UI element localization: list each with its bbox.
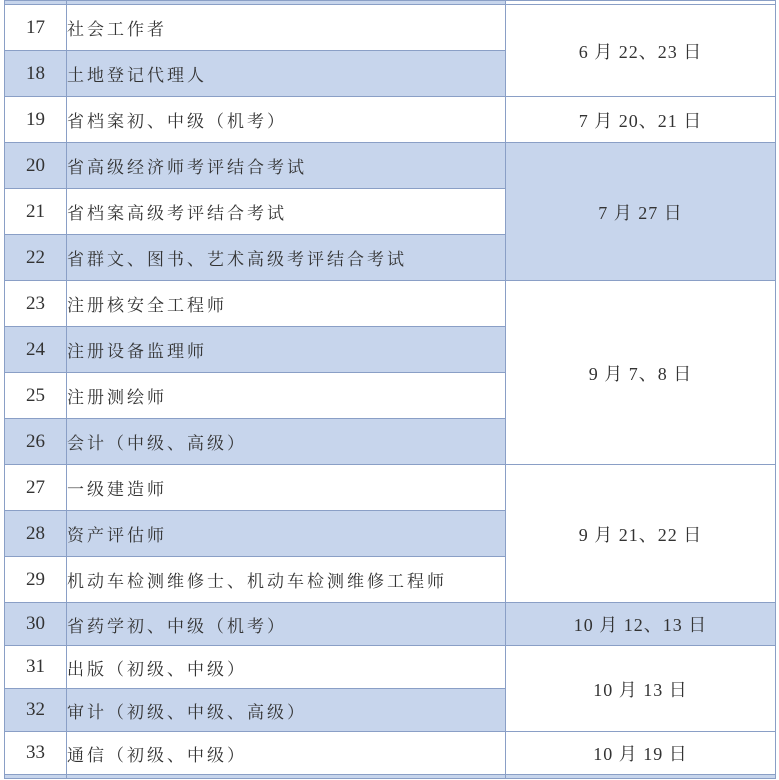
row-number-cell: 22: [5, 235, 67, 281]
exam-name-cell: 注册设备监理师: [67, 327, 506, 373]
exam-name-cell: 省档案高级考评结合考试: [67, 189, 506, 235]
exam-name-cell: 土地登记代理人: [67, 51, 506, 97]
exam-date-cell: 7 月 27 日: [506, 143, 776, 281]
exam-name-cell: 省档案初、中级（机考）: [67, 97, 506, 143]
row-number-cell: 33: [5, 732, 67, 775]
exam-name-cell: 注册核安全工程师: [67, 281, 506, 327]
exam-name-cell: 注册测绘师: [67, 373, 506, 419]
exam-date-cell: 7 月 20、21 日: [506, 97, 776, 143]
table-row: [5, 97, 776, 143]
exam-date-cell: 9 月 7、8 日: [506, 281, 776, 465]
row-number-cell: 20: [5, 143, 67, 189]
row-number-cell: 17: [5, 5, 67, 51]
exam-name-cell: 省药学初、中级（机考）: [67, 603, 506, 646]
exam-name-cell: 社会工作者: [67, 5, 506, 51]
table-edge-cell: [67, 775, 506, 779]
table-row: [5, 281, 776, 327]
table-edge-cell: [506, 775, 776, 779]
row-number-cell: 19: [5, 97, 67, 143]
row-number-cell: 30: [5, 603, 67, 646]
exam-date-cell: 10 月 12、13 日: [506, 603, 776, 646]
exam-name-cell: 出版（初级、中级）: [67, 646, 506, 689]
exam-schedule-table: [4, 0, 776, 779]
table-edge-bottom: [5, 775, 776, 779]
exam-date-cell: 6 月 22、23 日: [506, 5, 776, 97]
table-edge-cell: [5, 775, 67, 779]
table-row: [5, 646, 776, 689]
exam-name-cell: 通信（初级、中级）: [67, 732, 506, 775]
row-number-cell: 23: [5, 281, 67, 327]
exam-name-cell: 审计（初级、中级、高级）: [67, 689, 506, 732]
exam-name-cell: 资产评估师: [67, 511, 506, 557]
table-row: [5, 5, 776, 51]
row-number-cell: 26: [5, 419, 67, 465]
exam-date-cell: 9 月 21、22 日: [506, 465, 776, 603]
exam-name-cell: 会计（中级、高级）: [67, 419, 506, 465]
exam-date-cell: 10 月 19 日: [506, 732, 776, 775]
table-row: [5, 465, 776, 511]
row-number-cell: 24: [5, 327, 67, 373]
row-number-cell: 32: [5, 689, 67, 732]
exam-date-cell: 10 月 13 日: [506, 646, 776, 732]
row-number-cell: 29: [5, 557, 67, 603]
exam-name-cell: 省群文、图书、艺术高级考评结合考试: [67, 235, 506, 281]
row-number-cell: 18: [5, 51, 67, 97]
row-number-cell: 28: [5, 511, 67, 557]
exam-name-cell: 一级建造师: [67, 465, 506, 511]
table-row: [5, 732, 776, 775]
exam-name-cell: 机动车检测维修士、机动车检测维修工程师: [67, 557, 506, 603]
table-row: [5, 603, 776, 646]
row-number-cell: 31: [5, 646, 67, 689]
row-number-cell: 21: [5, 189, 67, 235]
row-number-cell: 27: [5, 465, 67, 511]
exam-name-cell: 省高级经济师考评结合考试: [67, 143, 506, 189]
row-number-cell: 25: [5, 373, 67, 419]
table-row: [5, 143, 776, 189]
